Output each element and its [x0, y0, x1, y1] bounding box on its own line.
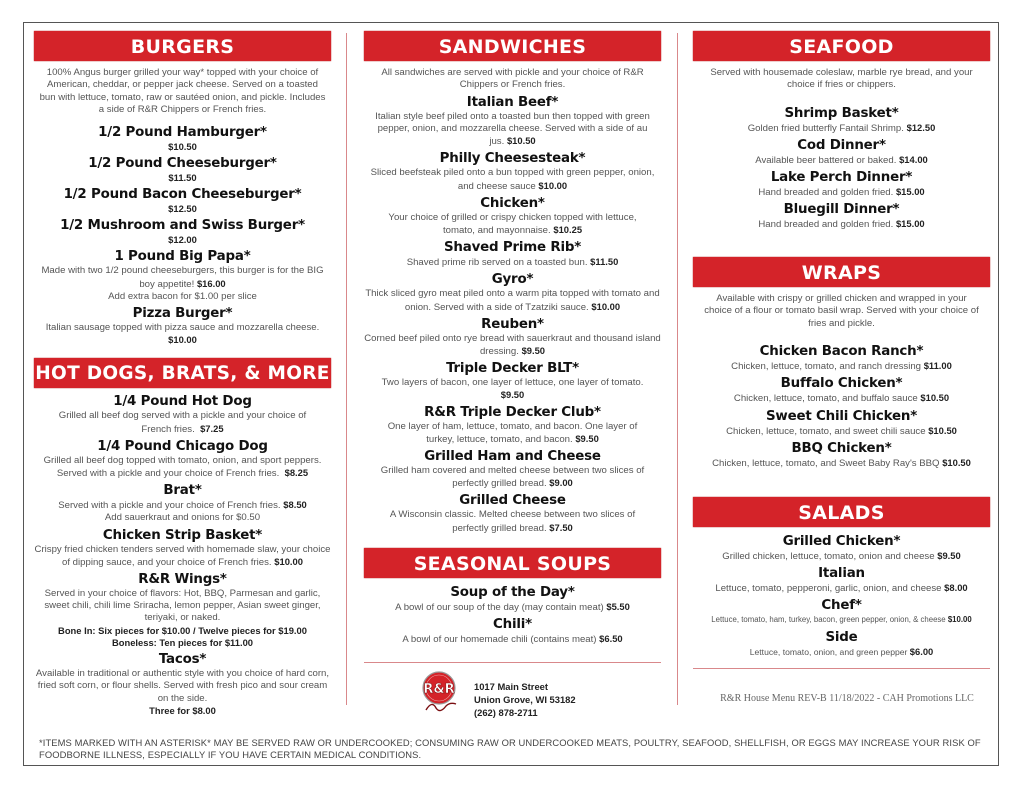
item-description: Crispy fried chicken tenders served with homemade slaw, your choice of dipping sauce, and your choice of French fries. $10.00	[34, 543, 331, 568]
item-price: $9.00	[549, 477, 573, 489]
item-price: $11.50	[590, 256, 619, 268]
menu-item	[34, 438, 331, 480]
menu-item	[34, 393, 331, 435]
menu-item	[364, 404, 661, 446]
item-description: Chicken, lettuce, tomato, and ranch dressing $11.00	[731, 360, 952, 373]
item-name: Chef*	[821, 598, 862, 614]
item-description: Lettuce, tomato, ham, turkey, bacon, green pepper, onion, & cheese $10.00	[711, 615, 972, 625]
salads-section	[693, 497, 990, 669]
item-price: Three for $8.00	[149, 704, 216, 716]
item-price: $9.50	[575, 432, 599, 444]
menu-item	[693, 597, 990, 626]
item-description: Available beer battered or baked. $14.00	[755, 154, 928, 167]
item-description: Available in traditional or authentic style with you choice of hard corn, fried soft corn, or flour shells. Served with fresh pico and sour cream on the side.	[35, 668, 330, 704]
item-name: Chicken*	[480, 195, 545, 211]
section-banner-sandwiches: SANDWICHES	[364, 31, 661, 61]
item-description: Thick sliced gyro meat piled onto a warm pita topped with tomato and onion. Served with a side of Tzatziki sauce. $10.00	[365, 288, 660, 313]
item-name: Cod Dinner*	[797, 138, 886, 154]
sandwiches-section	[364, 31, 661, 535]
item-name: Pizza Burger*	[132, 306, 233, 322]
item-description: Grilled all beef dog topped with tomato, onion, and sport peppers. Served with a pickle and your choice of French fries. $8.25	[43, 454, 322, 480]
menu-item	[34, 482, 331, 524]
item-name: Side	[825, 629, 858, 645]
item-description: Italian style beef piled onto a toasted bun then topped with green pepper, onion, and mozzarella cheese. Served with a side of au jus. $10.50	[375, 110, 650, 148]
rr-pizza-logo	[418, 670, 462, 716]
menu-item	[364, 239, 661, 269]
menu-item	[364, 360, 661, 401]
item-name: 1/2 Pound Hamburger*	[98, 124, 267, 140]
menu-item	[364, 448, 661, 490]
item-note: Add extra bacon for $1.00 per slice	[108, 290, 257, 302]
item-price-boneless: Boneless: Ten pieces for $11.00	[111, 636, 254, 648]
item-price: $11.50	[168, 171, 197, 183]
item-description: Your choice of grilled or crispy chicken topped with lettuce, tomato, and mayonnaise. $10.25	[388, 211, 637, 237]
column-divider-right	[677, 33, 678, 705]
item-name: Grilled Ham and Cheese	[424, 449, 601, 465]
item-price: $7.50	[549, 521, 573, 533]
item-description: Italian sausage topped with pizza sauce and mozzarella cheese.	[45, 322, 320, 334]
item-description: Chicken, lettuce, tomato, and buffalo sauce $10.50	[733, 392, 950, 405]
item-description: Grilled ham covered and melted cheese between two slices of perfectly grilled bread. $9.00	[380, 465, 645, 490]
column-right	[693, 31, 990, 657]
item-price: $7.25	[200, 422, 224, 434]
menu-item	[34, 571, 331, 649]
menu-item	[364, 584, 661, 614]
item-name: Soup of the Day*	[450, 585, 575, 600]
item-price-bone-in: Bone In: Six pieces for $10.00 / Twelve pieces for $19.00	[58, 624, 307, 636]
item-price: $12.00	[168, 234, 197, 246]
item-description: Chicken, lettuce, tomato, and Sweet Baby Ray's BBQ $10.50	[712, 456, 971, 469]
section-banner-soups: SEASONAL SOUPS	[364, 548, 661, 578]
menu-item	[34, 155, 331, 184]
item-name: BBQ Chicken*	[791, 440, 892, 456]
wraps-section	[693, 257, 990, 470]
menu-item	[364, 492, 661, 534]
item-name: Philly Cheesesteak*	[439, 151, 586, 167]
item-name: 1/4 Pound Chicago Dog	[97, 438, 268, 454]
item-price: $8.00	[944, 582, 968, 594]
item-description: Hand breaded and golden fried. $15.00	[758, 186, 925, 199]
column-left	[34, 31, 331, 717]
menu-item	[693, 565, 990, 595]
item-description: Sliced beefsteak piled onto a bun topped with green pepper, onion, and cheese sauce $10.00	[370, 167, 655, 192]
soups-section	[364, 548, 661, 663]
item-name: Italian Beef*	[466, 94, 559, 110]
item-name: Italian	[818, 566, 865, 582]
seafood-intro: Served with housemade coleslaw, marble rye bread, and your choice if fries or chippers.	[710, 67, 973, 91]
item-description: Lettuce, tomato, onion, and green pepper $6.00	[749, 645, 934, 657]
menu-item	[364, 616, 661, 646]
menu-item	[364, 195, 661, 237]
section-banner-burgers: BURGERS	[34, 31, 331, 61]
item-name: Sweet Chili Chicken*	[765, 408, 918, 424]
section-banner-seafood: SEAFOOD	[693, 31, 990, 61]
item-name: 1/4 Pound Hot Dog	[113, 394, 252, 410]
menu-item	[34, 651, 331, 717]
section-divider	[364, 662, 661, 663]
section-banner-salads: SALADS	[693, 497, 990, 527]
menu-item	[34, 248, 331, 303]
menu-item	[693, 201, 990, 231]
menu-item	[693, 440, 990, 470]
item-name: Reuben*	[481, 316, 544, 332]
item-price: $12.50	[906, 121, 936, 133]
section-banner-wraps: WRAPS	[693, 257, 990, 287]
item-price: $10.50	[506, 135, 536, 147]
menu-item	[364, 94, 661, 149]
address-city: Union Grove, WI 53182	[474, 694, 576, 705]
item-price: $5.50	[606, 601, 630, 612]
burgers-intro: 100% Angus burger grilled your way* topped with your choice of American, cheddar, or pepper jack cheese. Served on a toasted bun with lettuce, tomato, raw or sautéed onion, and pickle. Includes a side of R&R Chippers or French fries.	[39, 67, 326, 116]
item-name: 1/2 Mushroom and Swiss Burger*	[60, 218, 305, 234]
menu-item	[693, 343, 990, 373]
menu-item	[34, 186, 331, 215]
svg-text:R&R: R&R	[423, 682, 455, 697]
item-price: $8.50	[283, 499, 307, 511]
item-description: Hand breaded and golden fried. $15.00	[758, 218, 925, 231]
item-name: Grilled Chicken*	[782, 534, 901, 549]
item-price: $15.00	[895, 186, 925, 198]
menu-item	[34, 305, 331, 346]
menu-item	[364, 316, 661, 358]
item-name: Lake Perch Dinner*	[770, 170, 913, 186]
item-name: R&R Wings*	[138, 572, 227, 588]
item-price: $10.50	[942, 456, 971, 468]
item-note: Add sauerkraut and onions for $0.50	[104, 512, 261, 524]
section-divider	[693, 668, 990, 669]
item-description: Golden fried butterfly Fantail Shrimp. $12.50	[747, 121, 936, 134]
logo-icon	[418, 670, 462, 716]
column-middle	[364, 31, 661, 646]
item-description: A bowl of our homemade chili (contains meat) $6.50	[402, 633, 623, 646]
menu-item	[693, 629, 990, 658]
item-price: $10.00	[947, 615, 972, 625]
item-price: $6.50	[599, 633, 623, 645]
item-price: $9.50	[937, 550, 961, 561]
burgers-section	[34, 31, 331, 346]
item-description: Served in your choice of flavors: Hot, BBQ, Parmesan and garlic, sweet chili, chili lime Sriracha, lemon pepper, Asian sweet ginger, teriyaki, or naked.	[44, 588, 321, 624]
item-name: R&R Triple Decker Club*	[424, 404, 601, 420]
item-price: $9.50	[500, 389, 525, 401]
item-description: Grilled all beef dog served with a pickle and your choice of French fries. $7.25	[58, 410, 307, 435]
sandwiches-intro: All sandwiches are served with pickle and your choice of R&R Chippers or French fries.	[381, 67, 644, 91]
item-name: Triple Decker BLT*	[446, 361, 579, 377]
address-phone: (262) 878-2711	[474, 707, 538, 718]
menu-item	[693, 105, 990, 135]
item-name: Shrimp Basket*	[784, 105, 899, 121]
seafood-section	[693, 31, 990, 232]
item-name: Chicken Bacon Ranch*	[759, 344, 924, 360]
item-price: $10.00	[168, 334, 197, 346]
item-name: Chili*	[493, 617, 532, 633]
item-description: A bowl of our soup of the day (may contain meat) $5.50	[395, 601, 630, 613]
menu-item	[364, 150, 661, 192]
item-description: Served with a pickle and your choice of French fries. $8.50	[58, 499, 307, 512]
item-name: 1/2 Pound Cheeseburger*	[88, 155, 277, 171]
item-price: $10.50	[920, 392, 950, 404]
menu-revision-note: R&R House Menu REV-B 11/18/2022 - CAH Promotions LLC	[720, 693, 974, 704]
item-price: $8.25	[284, 467, 309, 479]
menu-item	[34, 527, 331, 569]
item-description: A Wisconsin classic. Melted cheese between two slices of perfectly grilled bread. $7.50	[389, 509, 636, 534]
menu-item	[34, 217, 331, 246]
menu-item	[364, 271, 661, 313]
item-description: Grilled chicken, lettuce, tomato, onion and cheese $9.50	[722, 550, 961, 562]
item-name: 1/2 Pound Bacon Cheeseburger*	[63, 187, 302, 203]
item-name: Grilled Cheese	[459, 493, 566, 509]
item-name: Bluegill Dinner*	[783, 202, 900, 218]
item-price: $6.00	[909, 645, 934, 657]
item-price: $9.50	[521, 345, 546, 357]
item-price: $14.00	[899, 154, 928, 166]
raw-food-disclaimer: *ITEMS MARKED WITH AN ASTERISK* MAY BE SERVED RAW OR UNDERCOOKED; CONSUMING RAW OR UNDERCOOKED MEATS, POULTRY, SEAFOOD, SHELLFISH, OR EGGS MAY INCREASE YOUR RISK OF FOODBORNE ILLNESS, ESPECIALLY IF YOU HAVE CERTAIN MEDICAL CONDITIONS.	[39, 737, 981, 761]
menu-item	[34, 124, 331, 153]
item-description: Made with two 1/2 pound cheeseburgers, this burger is for the BIG boy appetite! $16.00	[41, 265, 324, 290]
wraps-intro: Available with crispy or grilled chicken and wrapped in your choice of a flour or tomato basil wrap. Served with your choice of fries and pickle.	[704, 293, 979, 329]
address-street: 1017 Main Street	[474, 681, 548, 692]
item-price: $10.50	[928, 424, 957, 436]
item-description: Chicken, lettuce, tomato, and sweet chili sauce $10.50	[726, 424, 957, 437]
item-description: One layer of ham, lettuce, tomato, and bacon. One layer of turkey, lettuce, tomato, and bacon. $9.50	[387, 420, 638, 445]
item-name: Brat*	[163, 483, 202, 499]
item-description: Two layers of bacon, one layer of lettuce, one layer of tomato.	[381, 377, 644, 389]
menu-item	[693, 169, 990, 199]
item-price: $10.25	[553, 224, 583, 236]
item-description: Shaved prime rib served on a toasted bun. $11.50	[406, 256, 619, 269]
menu-item	[693, 375, 990, 405]
menu-item	[693, 408, 990, 438]
menu-item	[693, 137, 990, 167]
item-name: Chicken Strip Basket*	[102, 527, 263, 543]
item-price: $10.00	[538, 179, 568, 191]
item-price: $15.00	[895, 218, 925, 230]
item-name: Tacos*	[158, 652, 207, 668]
item-price: $10.00	[274, 555, 303, 567]
item-name: 1 Pound Big Papa*	[114, 249, 251, 265]
item-price: $10.50	[168, 140, 197, 152]
item-description: Corned beef piled onto rye bread with sauerkraut and thousand island dressing. $9.50	[364, 332, 661, 358]
item-name: Buffalo Chicken*	[780, 376, 903, 392]
menu-item	[693, 533, 990, 563]
section-banner-hotdogs: HOT DOGS, BRATS, & MORE	[34, 358, 331, 388]
item-price: $10.00	[591, 300, 621, 312]
item-name: Gyro*	[491, 272, 534, 288]
item-price: $12.50	[168, 203, 197, 215]
item-name: Shaved Prime Rib*	[443, 240, 582, 256]
hotdogs-section	[34, 358, 331, 716]
restaurant-address	[474, 680, 576, 719]
item-description: Lettuce, tomato, pepperoni, garlic, onion, and cheese $8.00	[715, 582, 968, 595]
item-price: $11.00	[923, 360, 952, 372]
column-divider-left	[346, 33, 347, 705]
item-price: $16.00	[196, 277, 226, 289]
